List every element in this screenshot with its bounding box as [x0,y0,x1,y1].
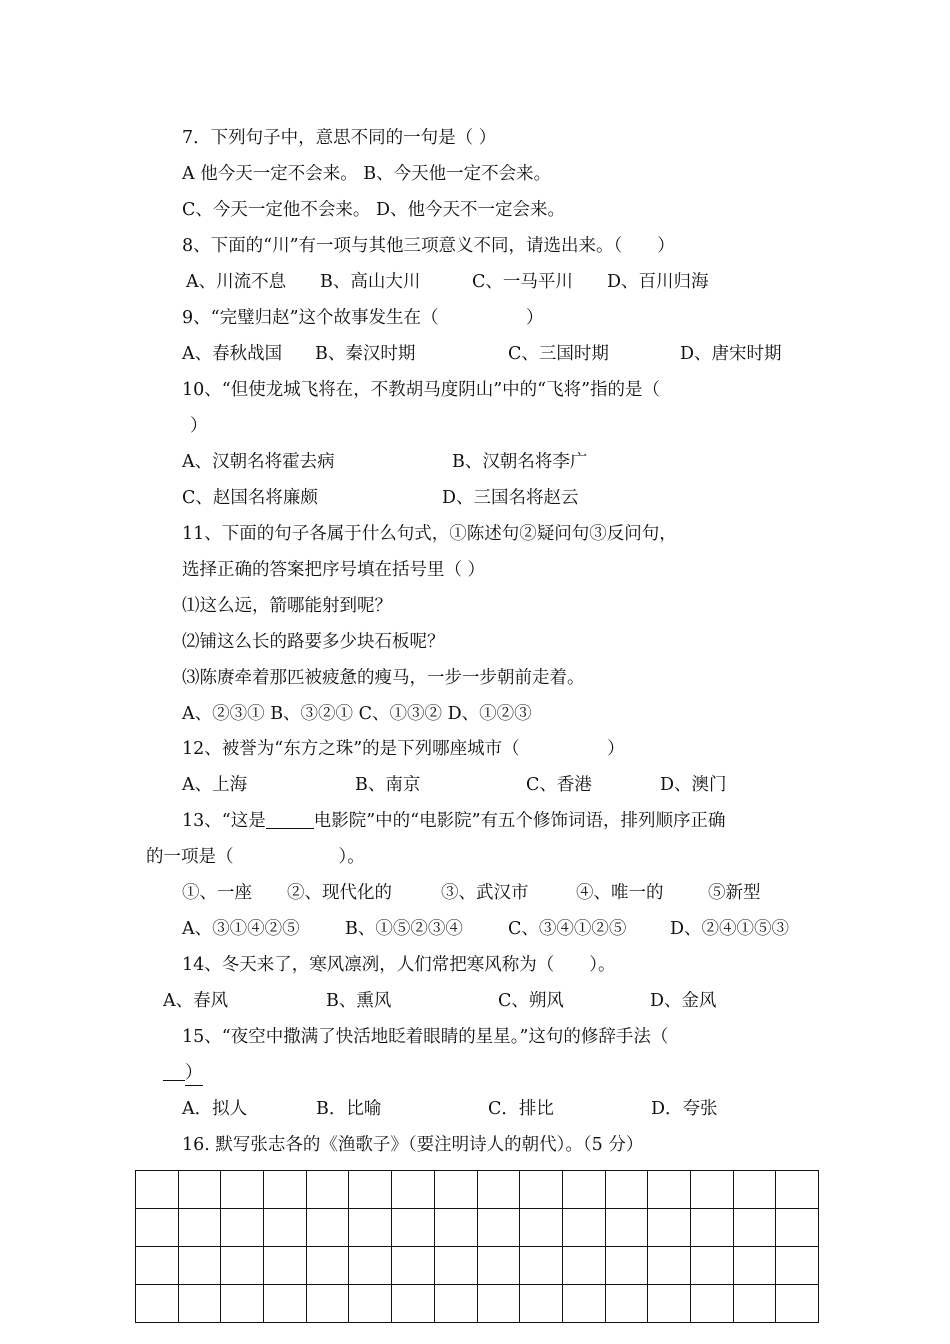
grid-cell[interactable] [690,1171,733,1209]
q9-option-a: A、春秋战国 [182,344,283,364]
grid-cell[interactable] [562,1285,605,1323]
q12-option-d: D、澳门 [660,775,727,795]
q16-stem: 16. 默写张志各的《渔歌子》（要注明诗人的朝代）。（5 分） [182,1135,644,1155]
grid-cell[interactable] [648,1171,691,1209]
q13-option-d: D、②④①⑤③ [670,919,790,939]
q11-stem: 11、下面的句子各属于什么句式，①陈述句②疑问句③反问句， [182,524,677,544]
grid-cell[interactable] [136,1171,179,1209]
grid-cell[interactable] [690,1247,733,1285]
q13-blank[interactable] [266,810,314,829]
q15-option-a: A．拟人 [182,1099,248,1119]
grid-cell[interactable] [221,1209,264,1247]
grid-cell[interactable] [136,1247,179,1285]
grid-cell[interactable] [776,1285,819,1323]
grid-cell[interactable] [178,1247,221,1285]
grid-cell[interactable] [562,1247,605,1285]
grid-cell[interactable] [392,1285,435,1323]
grid-cell[interactable] [733,1209,776,1247]
q13-stem-pre: 13、“这是 [182,811,266,831]
grid-cell[interactable] [221,1171,264,1209]
q14-stem: 14、冬天来了，寒风凛冽，人们常把寒风称为（ ）。 [182,955,616,975]
grid-cell[interactable] [264,1171,307,1209]
q15-stem: 15、“夜空中撒满了快活地眨着眼睛的星星。”这句的修辞手法（ [182,1027,669,1047]
grid-cell[interactable] [648,1247,691,1285]
grid-cell[interactable] [434,1171,477,1209]
grid-cell[interactable] [306,1171,349,1209]
grid-cell[interactable] [306,1209,349,1247]
q11-sentence-1: ⑴这么远，箭哪能射到呢？ [182,596,392,616]
grid-cell[interactable] [776,1171,819,1209]
grid-cell[interactable] [605,1285,648,1323]
q13-word-3: ③、武汉市 [441,883,529,903]
grid-cell[interactable] [306,1285,349,1323]
q8-option-c: C、一马平川 [472,272,573,292]
q10-option-c: C、赵国名将廉颇 [182,488,318,508]
grid-cell[interactable] [306,1247,349,1285]
q10-option-b: B、汉朝名将李广 [452,452,588,472]
grid-cell[interactable] [520,1247,563,1285]
grid-cell[interactable] [434,1209,477,1247]
q8-option-a: A、川流不息 [186,272,287,292]
writing-grid [135,1170,819,1323]
grid-cell[interactable] [776,1209,819,1247]
q13-stem-post: 电影院”中的“电影院”有五个修饰词语，排列顺序正确 [313,811,726,831]
grid-row [136,1171,819,1209]
grid-cell[interactable] [690,1209,733,1247]
q12-option-b: B、南京 [355,775,421,795]
grid-cell[interactable] [264,1247,307,1285]
grid-cell[interactable] [605,1209,648,1247]
q15-option-d: D．夸张 [651,1099,718,1119]
q12-stem: 12、被誉为“东方之珠”的是下列哪座城市（ ） [182,739,625,759]
q13-option-a: A、③①④②⑤ [182,919,300,939]
grid-cell[interactable] [477,1171,520,1209]
q11-sentence-3: ⑶陈赓牵着那匹被疲惫的瘦马，一步一步朝前走着。 [182,668,585,688]
grid-cell[interactable] [221,1285,264,1323]
grid-cell[interactable] [605,1247,648,1285]
grid-cell[interactable] [392,1171,435,1209]
grid-cell[interactable] [520,1285,563,1323]
q10-option-a: A、汉朝名将霍去病 [182,452,335,472]
q14-option-b: B、熏风 [326,991,392,1011]
q11-stem-2: 选择正确的答案把序号填在括号里（ ） [182,560,486,580]
q8-stem: 8、下面的“川”有一项与其他三项意义不同，请选出来。（ ） [182,236,675,256]
q9-stem: 9、“完璧归赵”这个故事发生在（ ） [182,308,544,328]
grid-cell[interactable] [434,1285,477,1323]
q13-word-5: ⑤新型 [708,883,761,903]
grid-cell[interactable] [178,1285,221,1323]
q7-options-row2: C、今天一定他不会来。 D、他今天不一定会来。 [182,200,565,220]
q15-option-b: B．比喻 [316,1099,382,1119]
q11-options: A、②③① B、③②① C、①③② D、①②③ [182,704,532,724]
grid-cell[interactable] [477,1247,520,1285]
q8-option-b: B、高山大川 [320,272,421,292]
q15-option-c: C．排比 [488,1099,554,1119]
grid-cell[interactable] [477,1285,520,1323]
grid-row [136,1285,819,1323]
grid-cell[interactable] [733,1285,776,1323]
grid-cell[interactable] [477,1209,520,1247]
q10-option-d: D、三国名将赵云 [442,488,579,508]
grid-cell[interactable] [349,1247,392,1285]
q9-option-d: D、唐宋时期 [680,344,782,364]
grid-cell[interactable] [562,1209,605,1247]
q15-answer-line [163,1061,203,1086]
q13-option-c: C、③④①②⑤ [508,919,627,939]
q14-option-a: A、春风 [163,991,229,1011]
grid-cell[interactable] [349,1285,392,1323]
q13-option-b: B、①⑤②③④ [345,919,463,939]
q13-word-1: ①、一座 [182,883,252,903]
q11-sentence-2: ⑵铺这么长的路要多少块石板呢？ [182,632,445,652]
q9-option-c: C、三国时期 [508,344,609,364]
grid-cell[interactable] [520,1171,563,1209]
grid-cell[interactable] [264,1285,307,1323]
grid-cell[interactable] [178,1209,221,1247]
grid-cell[interactable] [648,1209,691,1247]
q7-options-row1: A 他今天一定不会来。 B、今天他一定不会来。 [182,164,552,184]
q10-stem-cont: ） [190,416,208,436]
q10-stem: 10、“但使龙城飞将在，不教胡马度阴山”中的“飞将”指的是（ [182,380,661,400]
grid-cell[interactable] [520,1209,563,1247]
q13-word-2: ②、现代化的 [287,883,392,903]
grid-cell[interactable] [733,1171,776,1209]
grid-cell[interactable] [136,1209,179,1247]
grid-cell[interactable] [733,1247,776,1285]
grid-cell[interactable] [434,1247,477,1285]
q12-option-a: A、上海 [182,775,248,795]
grid-row [136,1247,819,1285]
grid-cell[interactable] [221,1247,264,1285]
grid-cell[interactable] [264,1209,307,1247]
grid-cell[interactable] [562,1171,605,1209]
grid-cell[interactable] [605,1171,648,1209]
q13-word-4: ④、唯一的 [576,883,664,903]
grid-row [136,1209,819,1247]
q15-stem-cont: ） [185,1061,203,1086]
q14-option-c: C、朔风 [498,991,564,1011]
grid-cell[interactable] [392,1247,435,1285]
grid-cell[interactable] [349,1171,392,1209]
q9-option-b: B、秦汉时期 [315,344,416,364]
q13-stem [182,809,726,833]
grid-cell[interactable] [690,1285,733,1323]
grid-cell[interactable] [392,1209,435,1247]
grid-cell[interactable] [136,1285,179,1323]
q8-option-d: D、百川归海 [607,272,709,292]
q7-stem: 7．下列句子中，意思不同的一句是（ ） [182,128,497,148]
grid-cell[interactable] [648,1285,691,1323]
q12-option-c: C、香港 [526,775,592,795]
q15-blank[interactable] [163,1062,185,1081]
q14-option-d: D、金风 [650,991,717,1011]
q13-stem-cont: 的一项是（ ）。 [146,847,365,867]
grid-cell[interactable] [776,1247,819,1285]
grid-cell[interactable] [349,1209,392,1247]
grid-cell[interactable] [178,1171,221,1209]
